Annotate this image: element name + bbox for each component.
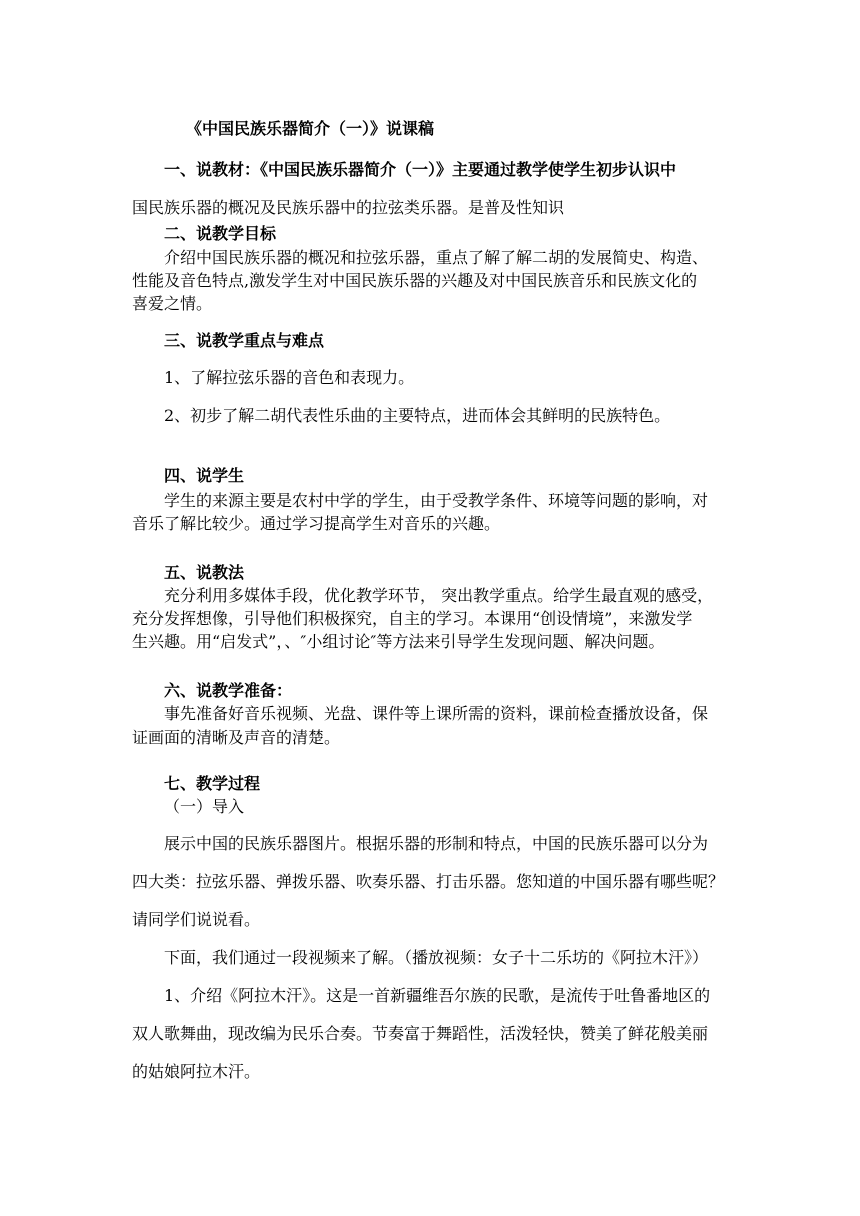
section-4-line: 音乐了解比较少。通过学习提高学生对音乐的兴趣。 (132, 514, 501, 533)
section-2-heading: 二、说教学目标 (164, 224, 277, 243)
section-6-heading: 六、说教学准备： (164, 681, 293, 700)
section-2-line: 性能及音色特点,激发学生对中国民族乐器的兴趣及对中国民族音乐和民族文化的 (132, 271, 698, 290)
section-3-item: 1、了解拉弦乐器的音色和表现力。 (164, 368, 415, 387)
section-7-line: 请同学们说说看。 (132, 910, 261, 929)
section-7-line: 四大类：拉弦乐器、弹拨乐器、吹奏乐器、打击乐器。您知道的中国乐器有哪些呢？ (132, 872, 725, 891)
section-1-text-part2: 国民族乐器的概况及民族乐器中的拉弦类乐器。是普及性知识 (132, 198, 565, 217)
section-7-line: 双人歌舞曲，现改编为民乐合奏。节奏富于舞蹈性，活泼轻快，赞美了鲜花般美丽 (132, 1024, 709, 1043)
section-6-line: 证画面的清晰及声音的清楚。 (132, 728, 341, 747)
section-7-line: 1、介绍《阿拉木汗》。这是一首新疆维吾尔族的民歌，是流传于吐鲁番地区的 (164, 986, 711, 1005)
section-3-heading: 三、说教学重点与难点 (164, 331, 325, 350)
section-5-line: 充分利用多媒体手段，优化教学环节， 突出教学重点。给学生最直观的感受， (164, 586, 714, 605)
section-5-heading: 五、说教法 (164, 563, 245, 582)
section-1-first-line (164, 162, 676, 178)
section-2-line: 介绍中国民族乐器的概况和拉弦乐器，重点了解了解二胡的发展简史、构造、 (164, 248, 709, 267)
section-3-item: 2、初步了解二胡代表性乐曲的主要特点，进而体会其鲜明的民族特色。 (164, 406, 671, 425)
section-7-heading: 七、教学过程 (164, 774, 261, 793)
section-4-line: 学生的来源主要是农村中学的学生，由于受教学条件、环境等问题的影响，对 (164, 491, 709, 510)
section-7-line: 下面，我们通过一段视频来了解。（播放视频：女子十二乐坊的《阿拉木汗》） (164, 948, 709, 967)
section-5-line: 生兴趣。用“启发式”，、″小组讨论″等方法来引导学生发现问题、解决问题。 (132, 632, 665, 651)
section-1-heading: 一、说教材： (164, 160, 261, 179)
section-1-text-part1: 《中国民族乐器简介（一）》主要通过教学使学生初步认识中 (260, 160, 677, 179)
section-6-line: 事先准备好音乐视频、光盘、课件等上课所需的资料，课前检查播放设备，保 (164, 704, 709, 723)
document-title: 《中国民族乐器简介（一）》说课稿 (186, 119, 435, 138)
section-7-subheading: （一）导入 (164, 797, 245, 816)
section-7-line: 展示中国的民族乐器图片。根据乐器的形制和特点，中国的民族乐器可以分为 (164, 834, 709, 853)
section-4-heading: 四、说学生 (164, 466, 245, 485)
section-5-line: 充分发挥想像，引导他们积极探究，自主的学习。本课用“创设情境”，来激发学 (132, 609, 693, 628)
section-2-line: 喜爱之情。 (132, 294, 213, 313)
section-7-line: 的姑娘阿拉木汗。 (132, 1062, 261, 1081)
